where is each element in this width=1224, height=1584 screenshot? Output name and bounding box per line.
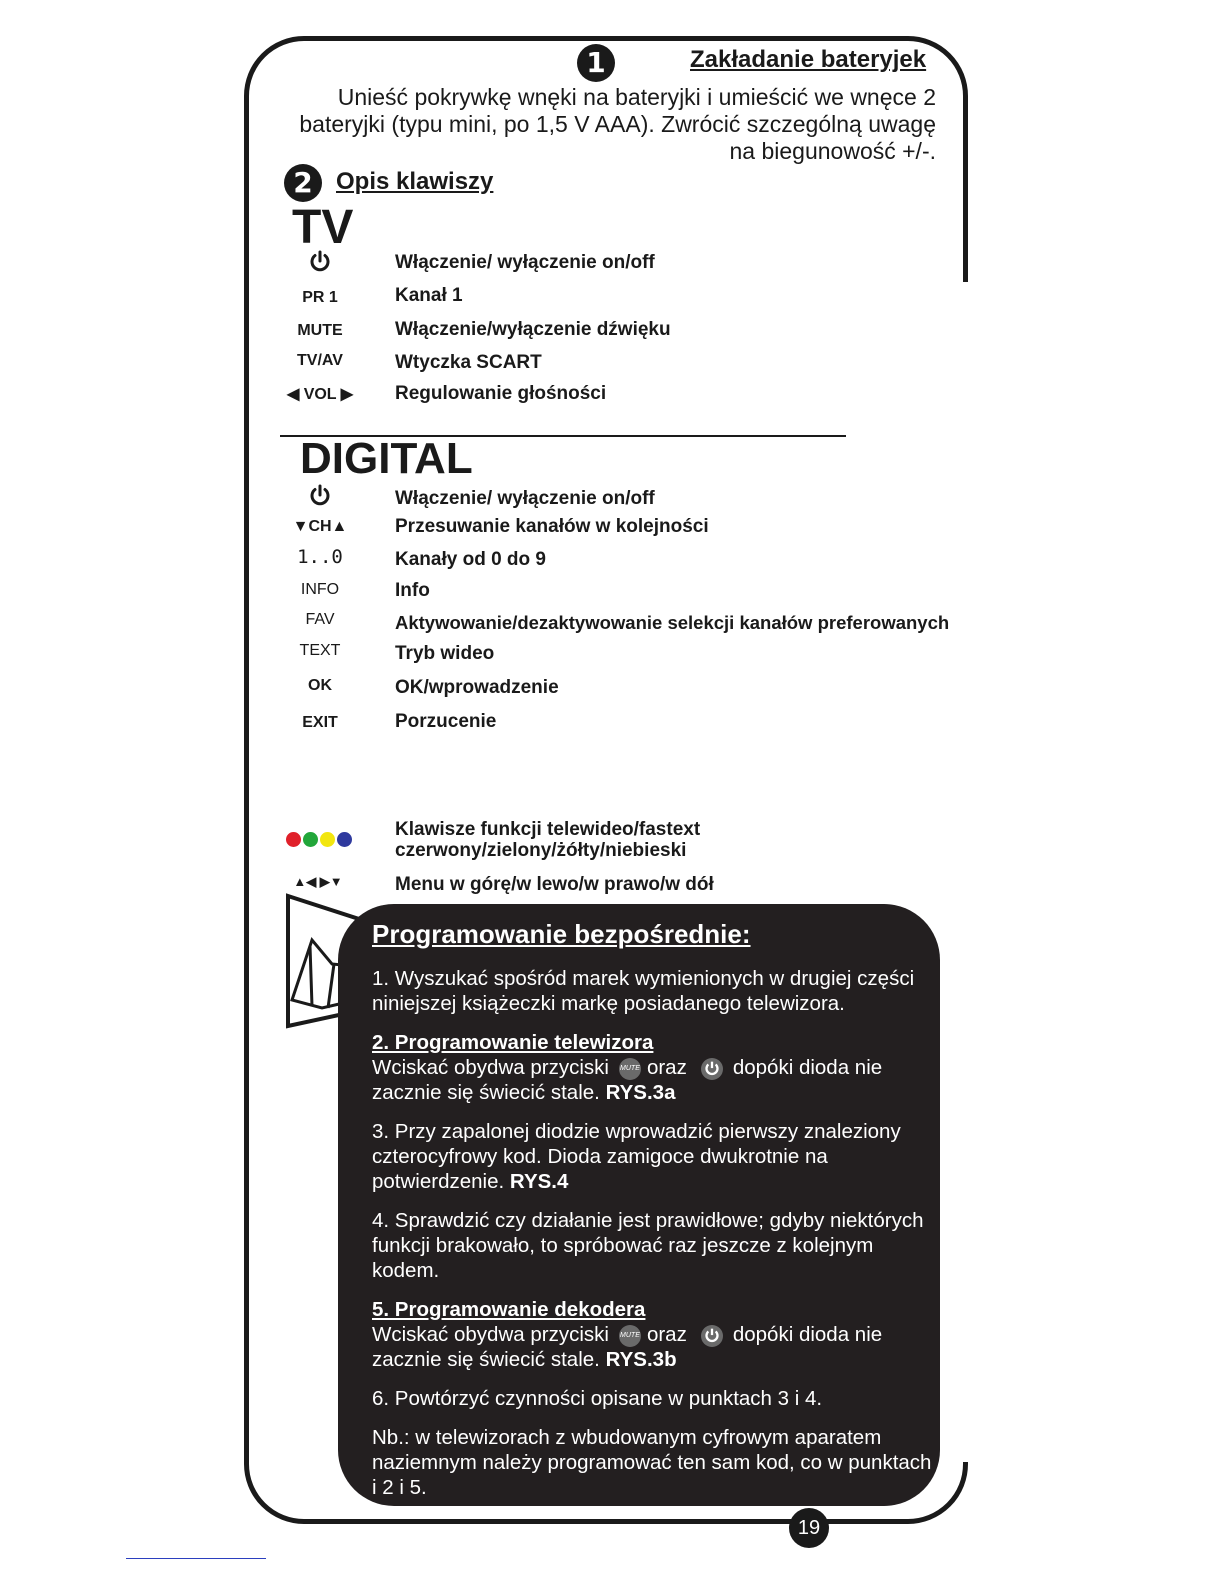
step-5-text-c: dopóki dioda nie zacznie się świecić stale. xyxy=(372,1323,883,1371)
digital-exit-desc: Porzucenie xyxy=(395,711,497,732)
digital-ok-desc: OK/wprowadzenie xyxy=(395,677,559,698)
tv-pr1-key: PR 1 xyxy=(302,289,338,306)
digital-heading: DIGITAL xyxy=(300,434,473,483)
page-number: 19 xyxy=(789,1508,829,1548)
tv-mute-desc: Włączenie/wyłączenie dźwięku xyxy=(395,319,671,340)
tv-heading: TV xyxy=(292,201,354,254)
step-5-text-a: Wciskać obydwa przyciski xyxy=(372,1323,609,1346)
programming-title: Programowanie bezpośrednie: xyxy=(372,919,751,949)
power-icon xyxy=(280,250,360,279)
digital-fav-desc: Aktywowanie/dezaktywowanie selekcji kanałów preferowanych xyxy=(395,612,950,633)
step-3-ref: RYS.4 xyxy=(509,1170,569,1193)
batteries-title: Zakładanie bateryjek xyxy=(690,46,927,73)
note: Nb.: w telewizorach z wbudowanym cyfrowym aparatem naziemnym należy programować ten sam kod, co w punktach i 2 i 5. xyxy=(372,1426,932,1499)
step-2-text-c: dopóki dioda nie zacznie się świecić stale. xyxy=(372,1056,883,1104)
step-1-badge: 1 xyxy=(577,44,615,82)
frame-gap xyxy=(940,282,1000,1462)
step-2-badge: 2 xyxy=(284,164,322,202)
green-key-dot xyxy=(303,832,318,847)
step-5-text-b: oraz xyxy=(646,1323,687,1346)
tv-pr1-desc: Kanał 1 xyxy=(395,285,463,306)
step-5-ref: RYS.3b xyxy=(605,1348,677,1371)
digital-ok-key: OK xyxy=(308,677,332,694)
mute-button-icon: MUTE xyxy=(619,1058,641,1080)
tv-tvav-key: TV/AV xyxy=(297,352,343,369)
batteries-text: Unieść pokrywkę wnęki na bateryjki i umieścić we wnęce 2 bateryjki (typu mini, po 1,5 V AAA). Zwrócić szczególną uwagę na biegunowość +/-. xyxy=(299,84,936,164)
digital-fav-key: FAV xyxy=(305,611,335,628)
step-5-title: 5. Programowanie dekodera xyxy=(372,1298,646,1321)
step-3 xyxy=(372,1119,932,1194)
step-4: 4. Sprawdzić czy działanie jest prawidłowe; gdyby niektórych funkcji brakowało, to spróbować raz jeszcze z kolejnym kodem. xyxy=(372,1209,924,1282)
digital-info-desc: Info xyxy=(395,580,430,601)
power-button-icon xyxy=(701,1325,723,1347)
step-2-ref: RYS.3a xyxy=(605,1081,676,1104)
digital-text-desc: Tryb wideo xyxy=(395,643,495,664)
keys-title: Opis klawiszy xyxy=(336,168,494,195)
digital-exit-key: EXIT xyxy=(302,714,338,731)
digital-digits-key: 1..0 xyxy=(297,546,343,568)
power-button-icon xyxy=(701,1058,723,1080)
digital-power-desc: Włączenie/ wyłączenie on/off xyxy=(395,488,655,509)
tv-vol-desc: Regulowanie głośności xyxy=(395,383,607,404)
tv-tvav-desc: Wtyczka SCART xyxy=(395,352,542,373)
blue-key-dot xyxy=(337,832,352,847)
digital-info-key: INFO xyxy=(300,581,340,598)
mute-button-icon: MUTE xyxy=(619,1325,641,1347)
digital-ch-desc: Przesuwanie kanałów w kolejności xyxy=(395,516,709,537)
step-6: 6. Powtórzyć czynności opisane w punktach 3 i 4. xyxy=(372,1387,823,1410)
tv-vol-key: ◀ VOL ▶ xyxy=(286,386,354,403)
digital-digits-desc: Kanały od 0 do 9 xyxy=(395,549,546,570)
step-2-text-b: oraz xyxy=(646,1056,687,1079)
step-3-text: 3. Przy zapalonej diodzie wprowadzić pierwszy znaleziony czterocyfrowy kod. Dioda zamigoce dwukrotnie na potwierdzenie. xyxy=(372,1120,901,1193)
step-2-text-a: Wciskać obydwa przyciski xyxy=(372,1056,609,1079)
arrow-keys-desc: Menu w górę/w lewo/w prawo/w dół xyxy=(395,874,714,895)
red-key-dot xyxy=(286,832,301,847)
step-2 xyxy=(372,1030,932,1105)
tv-mute-key: MUTE xyxy=(297,322,343,339)
footer-line xyxy=(126,1558,266,1559)
color-keys-desc-1: Klawisze funkcji telewideo/fastext xyxy=(395,819,701,840)
digital-text-key: TEXT xyxy=(299,642,341,659)
step-1: 1. Wyszukać spośród marek wymienionych w drugiej części niniejszej książeczki markę posiadanego telewizora. xyxy=(372,967,915,1015)
step-2-title: 2. Programowanie telewizora xyxy=(372,1031,654,1054)
color-keys-desc-2: czerwony/zielony/żółty/niebieski xyxy=(395,840,687,861)
arrow-keys: ▲◀ ▶▼ xyxy=(293,874,343,889)
color-keys xyxy=(286,832,354,852)
digital-ch-key: ▼CH▲ xyxy=(292,518,348,535)
tv-power-desc: Włączenie/ wyłączenie on/off xyxy=(395,252,655,273)
yellow-key-dot xyxy=(320,832,335,847)
step-5 xyxy=(372,1297,932,1372)
programming-box xyxy=(338,904,940,1506)
power-icon xyxy=(280,484,360,513)
